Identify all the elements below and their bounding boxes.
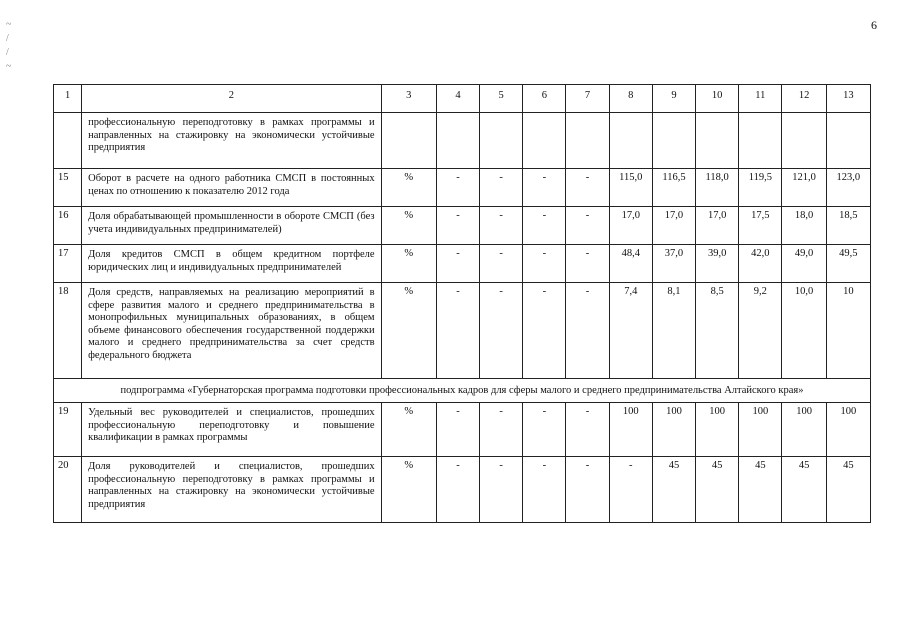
value-cell: 100 bbox=[609, 403, 652, 457]
value-cell: 18,5 bbox=[826, 207, 870, 245]
header-cell: 5 bbox=[480, 85, 523, 113]
header-cell: 10 bbox=[696, 85, 739, 113]
table-row bbox=[54, 245, 871, 283]
value-cell: - bbox=[523, 207, 566, 245]
indicator-description: Доля кредитов СМСП в общем кредитном портфеле юридических лиц и индивидуальных предпринимателей bbox=[82, 245, 381, 283]
value-cell: 48,4 bbox=[609, 245, 652, 283]
value-cell: - bbox=[523, 457, 566, 523]
value-cell bbox=[436, 113, 479, 169]
value-cell: 39,0 bbox=[696, 245, 739, 283]
value-cell: 100 bbox=[696, 403, 739, 457]
value-cell bbox=[566, 113, 609, 169]
row-number-cell: 17 bbox=[54, 245, 82, 283]
value-cell: 37,0 bbox=[652, 245, 695, 283]
table-row bbox=[54, 113, 871, 169]
table-row bbox=[54, 403, 871, 457]
value-cell: 118,0 bbox=[696, 169, 739, 207]
margin-marks: ~ / / ~ bbox=[6, 19, 12, 72]
value-cell: 116,5 bbox=[652, 169, 695, 207]
value-cell: 45 bbox=[696, 457, 739, 523]
row-number-cell: 15 bbox=[54, 169, 82, 207]
unit-cell: % bbox=[381, 283, 436, 379]
value-cell: - bbox=[523, 169, 566, 207]
value-cell: 45 bbox=[739, 457, 782, 523]
value-cell: - bbox=[480, 283, 523, 379]
value-cell: 115,0 bbox=[609, 169, 652, 207]
unit-cell: % bbox=[381, 457, 436, 523]
value-cell: 42,0 bbox=[739, 245, 782, 283]
value-cell: - bbox=[566, 245, 609, 283]
value-cell bbox=[523, 113, 566, 169]
indicator-table bbox=[53, 84, 871, 523]
header-cell: 7 bbox=[566, 85, 609, 113]
row-number-cell: 19 bbox=[54, 403, 82, 457]
value-cell bbox=[609, 113, 652, 169]
value-cell: - bbox=[566, 403, 609, 457]
row-number-cell bbox=[54, 113, 82, 169]
value-cell: - bbox=[566, 169, 609, 207]
value-cell: - bbox=[480, 207, 523, 245]
value-cell: 17,0 bbox=[696, 207, 739, 245]
value-cell bbox=[739, 113, 782, 169]
header-cell: 2 bbox=[82, 85, 381, 113]
row-number-cell: 18 bbox=[54, 283, 82, 379]
value-cell: 17,0 bbox=[609, 207, 652, 245]
header-cell: 1 bbox=[54, 85, 82, 113]
value-cell: 100 bbox=[739, 403, 782, 457]
row-number-cell: 20 bbox=[54, 457, 82, 523]
value-cell: - bbox=[480, 403, 523, 457]
value-cell: - bbox=[436, 283, 479, 379]
table-row bbox=[54, 283, 871, 379]
header-cell: 11 bbox=[739, 85, 782, 113]
value-cell: 45 bbox=[826, 457, 870, 523]
value-cell: 49,0 bbox=[782, 245, 826, 283]
header-cell: 12 bbox=[782, 85, 826, 113]
value-cell: - bbox=[436, 207, 479, 245]
indicator-description: Удельный вес руководителей и специалистов, прошедших профессиональную переподготовку и повышение квалификации в рамках программы bbox=[82, 403, 381, 457]
row-number-cell: 16 bbox=[54, 207, 82, 245]
table-row bbox=[54, 457, 871, 523]
value-cell: 10 bbox=[826, 283, 870, 379]
value-cell bbox=[826, 113, 870, 169]
value-cell: - bbox=[480, 169, 523, 207]
value-cell: 119,5 bbox=[739, 169, 782, 207]
value-cell bbox=[381, 113, 436, 169]
value-cell: - bbox=[436, 457, 479, 523]
header-cell: 4 bbox=[436, 85, 479, 113]
indicator-description: профессиональную переподготовку в рамках программы и направленных на стажировку на экономически устойчивые предприятия bbox=[82, 113, 381, 169]
value-cell bbox=[696, 113, 739, 169]
value-cell: 17,0 bbox=[652, 207, 695, 245]
header-cell: 3 bbox=[381, 85, 436, 113]
value-cell: - bbox=[609, 457, 652, 523]
value-cell: 9,2 bbox=[739, 283, 782, 379]
value-cell: - bbox=[566, 207, 609, 245]
value-cell: 8,5 bbox=[696, 283, 739, 379]
value-cell: - bbox=[436, 245, 479, 283]
indicator-description: Доля руководителей и специалистов, прошедших профессиональную переподготовку в рамках программы и направленных на стажировку на экономически устойчивые предприятия bbox=[82, 457, 381, 523]
value-cell: 18,0 bbox=[782, 207, 826, 245]
header-cell: 9 bbox=[652, 85, 695, 113]
header-cell: 13 bbox=[826, 85, 870, 113]
value-cell bbox=[782, 113, 826, 169]
value-cell: 121,0 bbox=[782, 169, 826, 207]
value-cell: 49,5 bbox=[826, 245, 870, 283]
value-cell: 100 bbox=[826, 403, 870, 457]
value-cell bbox=[480, 113, 523, 169]
value-cell bbox=[652, 113, 695, 169]
header-cell: 8 bbox=[609, 85, 652, 113]
value-cell: 10,0 bbox=[782, 283, 826, 379]
value-cell: 100 bbox=[782, 403, 826, 457]
value-cell: - bbox=[566, 457, 609, 523]
table-row bbox=[54, 169, 871, 207]
value-cell: - bbox=[523, 245, 566, 283]
subprogram-title: подпрограмма «Губернаторская программа подготовки профессиональных кадров для сферы малого и среднего предпринимательства Алтайского края» bbox=[54, 379, 871, 403]
table-row bbox=[54, 207, 871, 245]
indicator-description: Оборот в расчете на одного работника СМСП в постоянных ценах по отношению к показателю 2012 года bbox=[82, 169, 381, 207]
indicator-description: Доля обрабатывающей промышленности в обороте СМСП (без учета индивидуальных предпринимателей) bbox=[82, 207, 381, 245]
subprogram-row bbox=[54, 379, 871, 403]
unit-cell: % bbox=[381, 207, 436, 245]
unit-cell: % bbox=[381, 245, 436, 283]
value-cell: - bbox=[480, 457, 523, 523]
value-cell: - bbox=[566, 283, 609, 379]
value-cell: 8,1 bbox=[652, 283, 695, 379]
value-cell: 7,4 bbox=[609, 283, 652, 379]
value-cell: 123,0 bbox=[826, 169, 870, 207]
value-cell: - bbox=[523, 283, 566, 379]
value-cell: - bbox=[523, 403, 566, 457]
value-cell: - bbox=[436, 169, 479, 207]
header-cell: 6 bbox=[523, 85, 566, 113]
value-cell: - bbox=[480, 245, 523, 283]
value-cell: 17,5 bbox=[739, 207, 782, 245]
unit-cell: % bbox=[381, 403, 436, 457]
page-number: 6 bbox=[871, 18, 877, 32]
value-cell: 45 bbox=[652, 457, 695, 523]
table-header-row bbox=[54, 85, 871, 113]
value-cell: 100 bbox=[652, 403, 695, 457]
unit-cell: % bbox=[381, 169, 436, 207]
value-cell: - bbox=[436, 403, 479, 457]
indicator-description: Доля средств, направляемых на реализацию мероприятий в сфере развития малого и среднего предпринимательства в монопрофильных муниципальных образованиях, в общем объеме финансового обеспечения государственной поддержки малого и среднего предпринимательства за счет средств федерального бюджета bbox=[82, 283, 381, 379]
value-cell: 45 bbox=[782, 457, 826, 523]
